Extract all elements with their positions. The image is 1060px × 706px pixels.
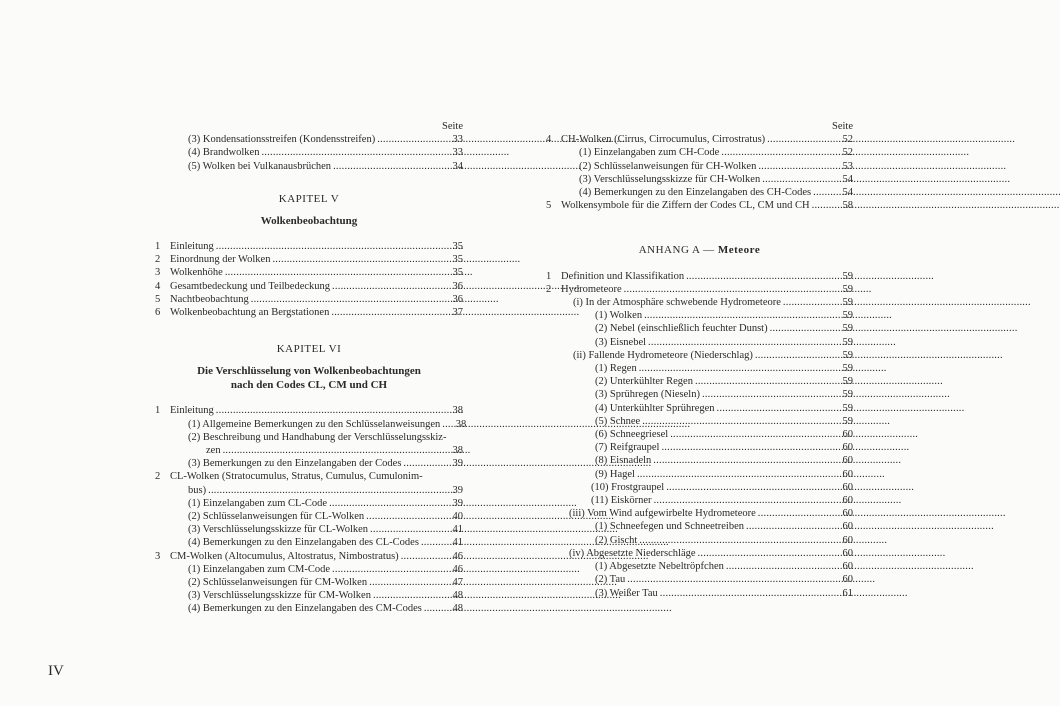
toc-entry-number: 6 [155, 307, 161, 319]
toc-entry-page: 61 [842, 587, 853, 599]
page-column-label: Seite [442, 121, 463, 132]
toc-entry [155, 602, 463, 615]
toc-entry-page: 39 [452, 484, 463, 496]
toc-entry-label: Wolkensymbole für die Ziffern der Codes CL, CM und CH [561, 200, 810, 212]
toc-entry-page: 38 [452, 405, 463, 417]
annex-heading-text: ANHANG A — [638, 244, 718, 257]
toc-entry-page: 35 [452, 267, 463, 279]
toc-entry-page: 59 [842, 310, 853, 322]
toc-entry-label: (6) Schneegriesel [595, 429, 669, 441]
toc-entry [546, 133, 853, 146]
toc-entry [546, 573, 853, 586]
toc-entry-page: 35 [452, 241, 463, 253]
toc-entry-page: 38 [455, 418, 467, 430]
toc-entry [546, 402, 853, 415]
toc-entry-label: Einleitung [170, 405, 214, 417]
toc-entry-number: 1 [546, 270, 552, 282]
toc-entry-page: 59 [842, 336, 853, 348]
toc-entry-number: 4 [155, 280, 161, 292]
toc-entry-label: (1) Einzelangaben zum CM-Code [188, 563, 330, 575]
toc-entry [155, 444, 463, 457]
toc-entry-page: 59 [842, 283, 853, 295]
toc-entry-label: (4) Brandwolken [188, 147, 260, 159]
toc-entry [546, 494, 853, 507]
toc-entry-page: 38 [452, 445, 463, 457]
toc-entry [546, 336, 853, 349]
toc-entry-page: 54 [842, 187, 853, 199]
toc-entry-page: 60 [842, 534, 853, 546]
toc-entry-page: 60 [842, 521, 853, 533]
toc-entry-label: (ii) Fallende Hydrometeore (Niederschlag) [573, 349, 753, 361]
toc-entry-label: (3) Eisnebel [595, 336, 647, 348]
toc-entry [546, 186, 853, 199]
toc-entry-page: 60 [842, 455, 853, 467]
toc-entry-page: 59 [842, 415, 853, 427]
toc-entry-label: bus) [188, 484, 207, 496]
toc-entry [546, 388, 853, 401]
toc-entry-page: 59 [842, 297, 853, 309]
toc-entry-label: (2) Schlüsselanweisungen für CH-Wolken [579, 160, 757, 172]
toc-entry [155, 523, 463, 536]
toc-entry-label: (3) Verschlüsselungsskizze für CM-Wolken [188, 590, 371, 602]
toc-entry-page: 37 [452, 307, 463, 319]
toc-entry-label: CL-Wolken (Stratocumulus, Stratus, Cumulus, Cumulonim- [170, 471, 423, 483]
toc-entry [155, 563, 463, 576]
toc-entry-label: (2) Beschreibung und Handhabung der Verschlüsselungsskiz- [188, 431, 447, 443]
toc-entry-label: (4) Bemerkungen zu den Einzelangaben des CL-Codes [188, 537, 419, 549]
toc-entry-label: (3) Verschlüsselungsskizze für CH-Wolken [579, 173, 761, 185]
toc-entry [546, 507, 853, 520]
toc-entry [546, 283, 853, 296]
chapter-6-heading: KAPITEL VI [276, 343, 342, 356]
toc-entry-label: (11) Eiskörner [591, 495, 652, 507]
toc-entry-page: 48 [452, 603, 463, 615]
annex-list [546, 270, 853, 600]
toc-entry-label: (2) Tau [595, 574, 626, 586]
toc-entry-label: (3) Bemerkungen zu den Einzelangaben der Codes [188, 458, 402, 470]
toc-entry [155, 470, 463, 483]
toc-entry [546, 362, 853, 375]
left-top-list [155, 133, 463, 173]
toc-entry-page: 40 [452, 511, 463, 523]
toc-entry-page: 36 [452, 293, 463, 305]
toc-entry-page: 60 [842, 561, 853, 573]
toc-entry-label: (1) Wolken [595, 310, 643, 322]
toc-entry-label: (10) Frostgraupel [591, 481, 665, 493]
toc-entry-page: 33 [452, 147, 463, 159]
toc-entry-label: (2) Unterkühlter Regen [595, 376, 693, 388]
toc-entry [546, 375, 853, 388]
toc-entry [155, 576, 463, 589]
toc-entry-page: 39 [452, 458, 463, 470]
toc-entry [546, 296, 853, 309]
toc-entry-number: 1 [155, 405, 161, 417]
chapter-6-title-line2: nach den Codes CL, CM und CH [230, 379, 388, 392]
toc-entry-label: (1) Schneefegen und Schneetreiben [595, 521, 744, 533]
toc-entry-label: Einordnung der Wolken [170, 254, 271, 266]
toc-entry-label: (3) Verschlüsselungsskizze für CL-Wolken [188, 524, 369, 536]
toc-entry [546, 481, 853, 494]
chapter-5-list [155, 240, 463, 319]
toc-entry [546, 309, 853, 322]
toc-entry-label: Hydrometeore [561, 283, 622, 295]
toc-entry [155, 306, 463, 319]
page-column-label-right: Seite [832, 121, 853, 132]
toc-entry-number: 3 [155, 550, 161, 562]
toc-entry [155, 589, 463, 602]
toc-entry-label: (9) Hagel [595, 468, 635, 480]
toc-entry-number: 1 [155, 241, 161, 253]
toc-entry-label: (3) Weißer Tau [595, 587, 658, 599]
toc-entry [546, 468, 853, 481]
toc-entry-label: (5) Wolken bei Vulkanausbrüchen [188, 160, 332, 172]
toc-entry [546, 349, 853, 362]
toc-entry-label: (3) Sprühregen (Nieseln) [595, 389, 700, 401]
toc-entry-number: 5 [155, 293, 161, 305]
toc-entry-label: (1) Einzelangaben zum CL-Code [188, 497, 328, 509]
toc-entry-number: 2 [546, 283, 552, 295]
toc-entry-number: 3 [155, 267, 161, 279]
left-column [155, 120, 467, 616]
toc-entry-label: Einleitung [170, 241, 214, 253]
toc-entry [155, 536, 463, 549]
toc-entry-label: Nachtbeobachtung [170, 293, 249, 305]
toc-entry [155, 253, 463, 266]
toc-entry-page: 46 [452, 563, 463, 575]
toc-entry [155, 431, 463, 444]
toc-entry-label: CH-Wolken (Cirrus, Cirrocumulus, Cirrostratus) [561, 134, 766, 146]
toc-entry-label: zen [206, 445, 221, 457]
folio: IV [48, 663, 64, 679]
toc-entry [546, 587, 853, 600]
toc-entry-number: 4 [546, 134, 552, 146]
toc-entry [155, 240, 463, 253]
toc-entry-label: (2) Schlüsselanweisungen für CL-Wolken [188, 511, 365, 523]
toc-entry-label: (7) Reifgraupel [595, 442, 660, 454]
toc-entry-page: 59 [842, 323, 853, 335]
toc-entry-page: 41 [452, 524, 463, 536]
chapter-6-title-line1: Die Verschlüsselung von Wolkenbeobachtungen [197, 365, 421, 378]
toc-entry-number: 2 [155, 471, 161, 483]
toc-entry-page: 46 [452, 550, 463, 562]
chapter-5-title: Wolkenbeobachtung [260, 215, 358, 228]
toc-entry-page: 59 [842, 363, 853, 375]
toc-entry-page: 60 [842, 481, 853, 493]
toc-entry-page: 59 [842, 270, 853, 282]
toc-entry-page: 59 [842, 402, 853, 414]
toc-entry [155, 510, 463, 523]
toc-entry-label: (8) Eisnadeln [595, 455, 652, 467]
toc-entry [155, 160, 463, 173]
toc-entry-page: 59 [842, 389, 853, 401]
toc-entry [546, 270, 853, 283]
toc-entry [546, 534, 853, 547]
toc-entry-page: 60 [842, 495, 853, 507]
toc-entry-page: 59 [842, 376, 853, 388]
toc-entry-label: (iii) Vom Wind aufgewirbelte Hydrometeore [569, 508, 756, 520]
toc-entry [546, 146, 853, 159]
toc-entry-page: 54 [842, 173, 853, 185]
toc-entry [155, 404, 463, 417]
toc-entry-label: (1) Abgesetzte Nebeltröpfchen [595, 561, 724, 573]
toc-entry-page: 60 [842, 574, 853, 586]
toc-entry-page: 33 [452, 134, 463, 146]
annex-heading [546, 244, 853, 257]
toc-entry-page: 48 [452, 590, 463, 602]
chapter-6-title [155, 364, 463, 392]
chapter-6-list [155, 404, 467, 615]
toc-entry [155, 484, 463, 497]
toc-entry-page: 34 [452, 160, 463, 172]
toc-entry-page: 39 [452, 497, 463, 509]
right-top-list [546, 133, 853, 212]
annex-heading-bold: Meteore [717, 244, 761, 257]
toc-entry-label: (5) Schnee [595, 415, 641, 427]
toc-entry-page: 60 [842, 442, 853, 454]
toc-entry [546, 322, 853, 335]
toc-entry-label: (3) Kondensationsstreifen (Kondensstreifen) [188, 134, 376, 146]
toc-entry-label: (i) In der Atmosphäre schwebende Hydrometeore [573, 297, 781, 309]
toc-entry-page: 60 [842, 508, 853, 520]
toc-entry [155, 497, 463, 510]
toc-entry-label: (4) Bemerkungen zu den Einzelangaben des CH-Codes [579, 187, 812, 199]
right-column [546, 120, 853, 600]
toc-entry-label: (2) Gischt [595, 534, 638, 546]
toc-entry [546, 415, 853, 428]
toc-entry [546, 520, 853, 533]
toc-entry [546, 547, 853, 560]
toc-entry [155, 457, 463, 470]
toc-entry-number: 5 [546, 200, 552, 212]
chapter-5-heading: KAPITEL V [278, 192, 340, 205]
toc-entry-label: (1) Regen [595, 363, 637, 375]
toc-entry [155, 266, 463, 279]
toc-entry-page: 60 [842, 468, 853, 480]
toc-entry [546, 199, 853, 212]
toc-entry-page: 59 [842, 349, 853, 361]
toc-entry-page: 52 [842, 134, 853, 146]
toc-entry [155, 146, 463, 159]
toc-entry [546, 173, 853, 186]
toc-entry [546, 160, 853, 173]
toc-entry-page: 47 [452, 577, 463, 589]
toc-entry-label: Wolkenbeobachtung an Bergstationen [170, 307, 330, 319]
toc-entry [155, 293, 463, 306]
toc-entry [155, 550, 463, 563]
toc-entry-page: 36 [452, 280, 463, 292]
toc-entry-page: 41 [452, 537, 463, 549]
toc-entry [546, 560, 853, 573]
toc-entry-label: (iv) Abgesetzte Niederschläge [569, 547, 696, 559]
toc-entry-page: 60 [842, 429, 853, 441]
toc-entry-page: 52 [842, 147, 853, 159]
toc-entry [546, 454, 853, 467]
toc-entry [155, 280, 463, 293]
toc-entry-label: (4) Unterkühlter Sprühregen [595, 402, 715, 414]
toc-entry [155, 133, 463, 146]
toc-entry-label: (2) Schlüsselanweisungen für CM-Wolken [188, 577, 368, 589]
toc-entry-label: Gesamtbedeckung und Teilbedeckung [170, 280, 331, 292]
toc-entry-label: Wolkenhöhe [170, 267, 223, 279]
toc-entry-label: CM-Wolken (Altocumulus, Altostratus, Nimbostratus) [170, 550, 399, 562]
toc-entry-label: (1) Einzelangaben zum CH-Code [579, 147, 720, 159]
toc-entry-label: (2) Nebel (einschließlich feuchter Dunst) [595, 323, 768, 335]
toc-entry [155, 418, 467, 431]
toc-entry [546, 428, 853, 441]
toc-entry [546, 441, 853, 454]
toc-entry-page: 53 [842, 160, 853, 172]
toc-entry-number: 2 [155, 254, 161, 266]
toc-entry-label: (4) Bemerkungen zu den Einzelangaben des CM-Codes [188, 603, 422, 615]
toc-entry-page: 35 [452, 254, 463, 266]
toc-entry-page: 58 [842, 200, 853, 212]
toc-entry-page: 60 [842, 547, 853, 559]
toc-entry-label: Definition und Klassifikation [561, 270, 685, 282]
toc-entry-label: (1) Allgemeine Bemerkungen zu den Schlüsselanweisungen [188, 418, 441, 430]
